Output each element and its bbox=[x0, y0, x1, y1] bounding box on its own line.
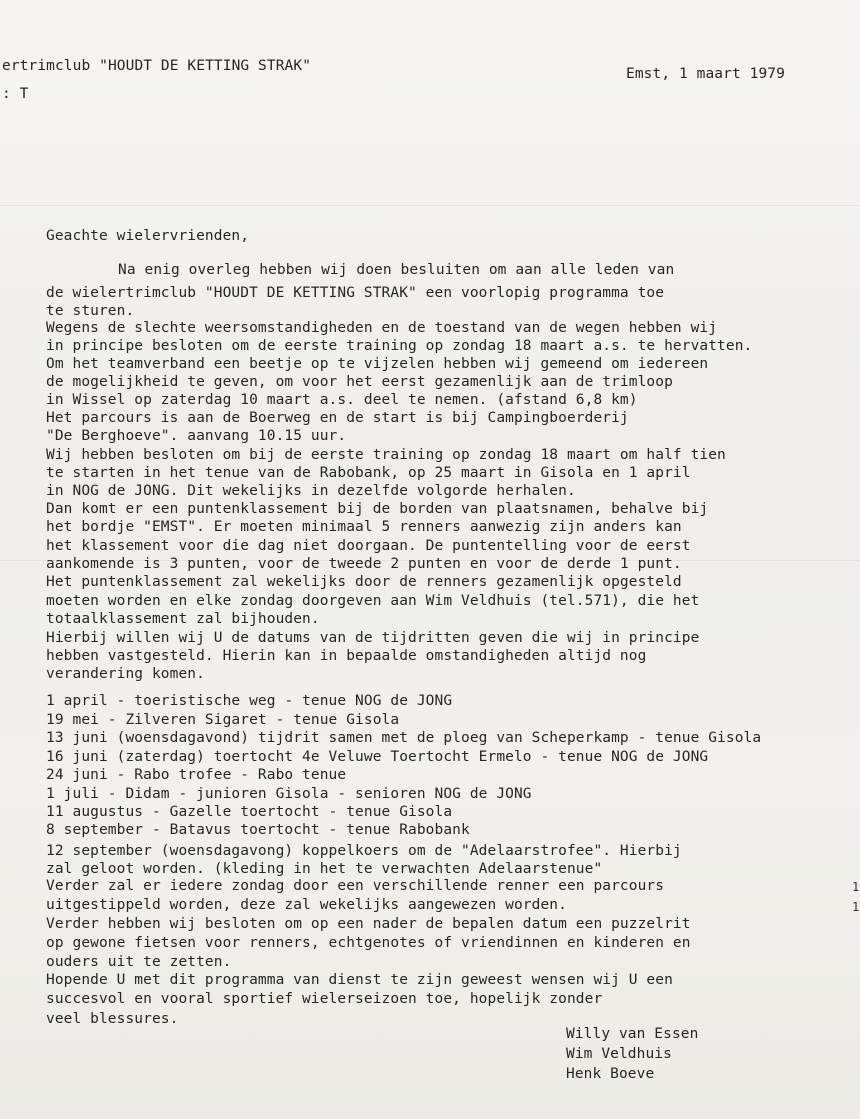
salutation: Geachte wielervrienden, bbox=[46, 228, 250, 244]
body-line: Dan komt er een puntenklassement bij de borden van plaatsnamen, behalve bij bbox=[46, 501, 709, 517]
edge-mark: 1 bbox=[852, 900, 860, 914]
closing-line: op gewone fietsen voor renners, echtgenotes of vriendinnen en kinderen en bbox=[46, 935, 691, 951]
body-line: Om het teamverband een beetje op te vijzelen hebben wij gemeend om iedereen bbox=[46, 356, 709, 372]
place-date: Emst, 1 maart 1979 bbox=[626, 66, 785, 82]
letterhead-club-name: ertrimclub "HOUDT DE KETTING STRAK" bbox=[2, 58, 312, 74]
body-line: Na enig overleg hebben wij doen besluiten om aan alle leden van bbox=[118, 262, 675, 278]
schedule-item: 1 juli - Didam - junioren Gisola - senioren NOG de JONG bbox=[46, 786, 532, 802]
body-line: in NOG de JONG. Dit wekelijks in dezelfde volgorde herhalen. bbox=[46, 483, 576, 499]
body-line: het klassement voor die dag niet doorgaan. De puntentelling voor de eerst bbox=[46, 538, 691, 554]
body-line: hebben vastgesteld. Hierin kan in bepaalde omstandigheden altijd nog bbox=[46, 648, 647, 664]
closing-line: veel blessures. bbox=[46, 1011, 179, 1027]
schedule-item: zal geloot worden. (kleding in het te verwachten Adelaarstenue" bbox=[46, 861, 603, 877]
letterhead-second-line: : T bbox=[2, 86, 29, 102]
signatory-name: Willy van Essen bbox=[566, 1026, 699, 1042]
signatory-name: Henk Boeve bbox=[566, 1066, 655, 1082]
body-line: Wegens de slechte weersomstandigheden en de toestand van de wegen hebben wij bbox=[46, 320, 718, 336]
closing-line: Verder hebben wij besloten om op een nader de bepalen datum een puzzelrit bbox=[46, 916, 691, 932]
schedule-item: 24 juni - Rabo trofee - Rabo tenue bbox=[46, 767, 347, 783]
schedule-item: 13 juni (woensdagavond) tijdrit samen met de ploeg van Scheperkamp - tenue Gisola bbox=[46, 730, 762, 746]
closing-line: uitgestippeld worden, deze zal wekelijks aangewezen worden. bbox=[46, 897, 567, 913]
signatory-name: Wim Veldhuis bbox=[566, 1046, 672, 1062]
closing-line: ouders uit te zetten. bbox=[46, 954, 232, 970]
body-line: te sturen. bbox=[46, 303, 135, 319]
body-line: het bordje "EMST". Er moeten minimaal 5 renners aanwezig zijn anders kan bbox=[46, 519, 682, 535]
body-line: in principe besloten om de eerste training op zondag 18 maart a.s. te hervatten. bbox=[46, 338, 753, 354]
body-line: moeten worden en elke zondag doorgeven aan Wim Veldhuis (tel.571), die het bbox=[46, 593, 700, 609]
schedule-item: 12 september (woensdagavong) koppelkoers om de "Adelaarstrofee". Hierbij bbox=[46, 843, 682, 859]
edge-mark: 1 bbox=[852, 880, 860, 894]
body-line: de mogelijkheid te geven, om voor het eerst gezamenlijk aan de trimloop bbox=[46, 374, 673, 390]
body-line: Het parcours is aan de Boerweg en de start is bij Campingboerderij bbox=[46, 410, 629, 426]
body-line: te starten in het tenue van de Rabobank, op 25 maart in Gisola en 1 april bbox=[46, 465, 691, 481]
body-line: de wielertrimclub "HOUDT DE KETTING STRAK" een voorlopig programma toe bbox=[46, 285, 665, 301]
paper-fold-line bbox=[0, 205, 860, 206]
closing-line: Hopende U met dit programma van dienst te zijn geweest wensen wij U een bbox=[46, 972, 673, 988]
closing-line: Verder zal er iedere zondag door een verschillende renner een parcours bbox=[46, 878, 665, 894]
schedule-item: 19 mei - Zilveren Sigaret - tenue Gisola bbox=[46, 712, 400, 728]
schedule-item: 1 april - toeristische weg - tenue NOG de JONG bbox=[46, 693, 453, 709]
body-line: verandering komen. bbox=[46, 666, 205, 682]
body-line: Hierbij willen wij U de datums van de tijdritten geven die wij in principe bbox=[46, 630, 700, 646]
body-line: Wij hebben besloten om bij de eerste training op zondag 18 maart om half tien bbox=[46, 447, 726, 463]
schedule-item: 16 juni (zaterdag) toertocht 4e Veluwe Toertocht Ermelo - tenue NOG de JONG bbox=[46, 749, 709, 765]
body-line: "De Berghoeve". aanvang 10.15 uur. bbox=[46, 428, 347, 444]
body-line: aankomende is 3 punten, voor de tweede 2 punten en voor de derde 1 punt. bbox=[46, 556, 682, 572]
body-line: Het puntenklassement zal wekelijks door de renners gezamenlijk opgesteld bbox=[46, 574, 682, 590]
schedule-item: 8 september - Batavus toertocht - tenue Rabobank bbox=[46, 822, 470, 838]
closing-line: succesvol en vooral sportief wielerseizoen toe, hopelijk zonder bbox=[46, 991, 603, 1007]
body-line: in Wissel op zaterdag 10 maart a.s. deel te nemen. (afstand 6,8 km) bbox=[46, 392, 638, 408]
body-line: totaalklassement zal bijhouden. bbox=[46, 611, 320, 627]
schedule-item: 11 augustus - Gazelle toertocht - tenue Gisola bbox=[46, 804, 453, 820]
